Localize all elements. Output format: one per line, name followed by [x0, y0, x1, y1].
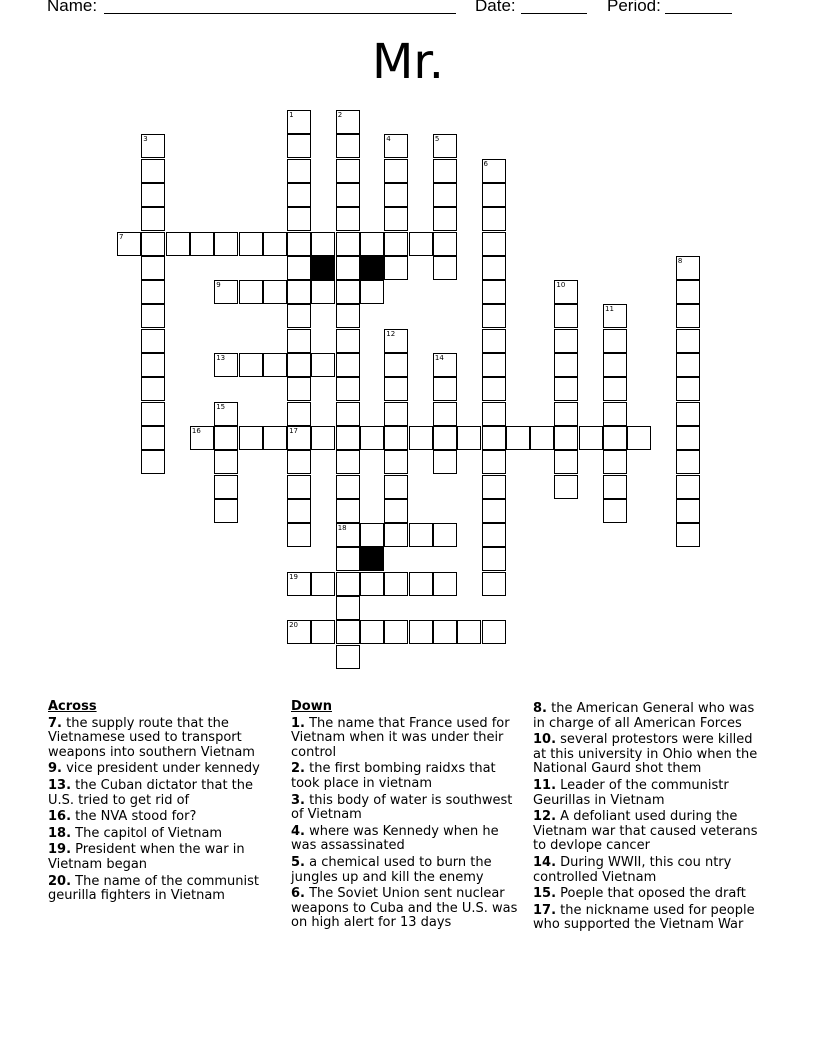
crossword-cell[interactable] [141, 377, 165, 401]
crossword-cell[interactable] [336, 645, 360, 669]
crossword-cell[interactable] [482, 572, 506, 596]
crossword-cell[interactable] [311, 572, 335, 596]
crossword-cell[interactable] [482, 547, 506, 571]
clue-item [291, 887, 519, 931]
crossword-cell[interactable] [287, 377, 311, 401]
crossword-cell[interactable] [141, 207, 165, 231]
crossword-cell[interactable] [214, 232, 238, 256]
crossword-cell[interactable] [287, 280, 311, 304]
clue-number-label: 2 [337, 111, 343, 119]
crossword-cell[interactable] [579, 426, 603, 450]
page-title: Mr. [372, 34, 444, 90]
crossword-cell[interactable] [336, 572, 360, 596]
crossword-cell[interactable] [482, 499, 506, 523]
crossword-cell[interactable] [603, 329, 627, 353]
crossword-cell[interactable] [676, 499, 700, 523]
crossword-cell[interactable] [457, 426, 481, 450]
crossword-cell[interactable] [311, 426, 335, 450]
crossword-cell[interactable] [384, 523, 408, 547]
crossword-cell[interactable] [360, 572, 384, 596]
clue-number: 5. [291, 854, 305, 870]
crossword-cell[interactable] [676, 426, 700, 450]
clue-item [291, 762, 519, 791]
crossword-cell[interactable] [141, 280, 165, 304]
crossword-cell[interactable] [141, 353, 165, 377]
crossword-cell[interactable] [384, 232, 408, 256]
clue-number: 18. [48, 825, 72, 841]
crossword-cell[interactable] [336, 232, 360, 256]
crossword-cell[interactable] [676, 475, 700, 499]
crossword-cell[interactable] [336, 596, 360, 620]
crossword-cell[interactable] [336, 304, 360, 328]
clue-number: 9. [48, 761, 62, 777]
crossword-cell[interactable] [384, 256, 408, 280]
crossword-cell[interactable] [336, 280, 360, 304]
crossword-cell[interactable] [336, 134, 360, 158]
clue-number-label: 12 [386, 329, 396, 338]
crossword-cell[interactable] [482, 402, 506, 426]
clue-item [291, 717, 519, 761]
crossword-cell[interactable] [166, 232, 190, 256]
clue-number: 3. [291, 792, 305, 808]
clue-number-label: 9 [216, 281, 221, 290]
crossword-cell[interactable] [287, 523, 311, 547]
crossword-cell[interactable] [287, 353, 311, 377]
crossword-cell[interactable] [409, 523, 433, 547]
black-square [360, 256, 384, 280]
crossword-cell[interactable] [287, 499, 311, 523]
crossword-cell[interactable] [433, 232, 457, 256]
clue-number: 4. [291, 823, 305, 839]
crossword-cell[interactable] [433, 620, 457, 644]
clue-item [533, 779, 765, 808]
crossword-cell[interactable] [287, 232, 311, 256]
crossword-cell[interactable] [239, 426, 263, 450]
crossword-cell[interactable] [433, 256, 457, 280]
clue-text: A defoliant used during the Vietnam war that caused veterans to devlope cancer [533, 809, 758, 854]
crossword-cell[interactable] [603, 426, 627, 450]
clue-item [48, 779, 268, 808]
clue-number: 11. [533, 777, 557, 793]
crossword-cell[interactable] [409, 572, 433, 596]
crossword-cell[interactable] [409, 426, 433, 450]
crossword-cell[interactable] [287, 475, 311, 499]
clue-text: The capitol of Vietnam [71, 825, 223, 841]
across-heading: Across [48, 699, 97, 714]
clue-text: several protestors were killed at this university in Ohio when the National Gaurd shot them [533, 732, 758, 777]
crossword-cell[interactable] [482, 475, 506, 499]
crossword-cell[interactable] [384, 353, 408, 377]
clue-item [533, 733, 765, 777]
clue-number: 17. [533, 902, 557, 918]
crossword-cell[interactable] [554, 377, 578, 401]
clue-text: the NVA stood for? [71, 809, 197, 825]
crossword-cell[interactable] [554, 329, 578, 353]
crossword-cell[interactable] [287, 256, 311, 280]
clue-item [291, 825, 519, 854]
clue-number: 13. [48, 777, 72, 793]
clue-item [291, 856, 519, 885]
crossword-cell[interactable] [336, 329, 360, 353]
crossword-cell[interactable] [336, 377, 360, 401]
crossword-cell[interactable] [433, 426, 457, 450]
clue-text: During WWII, this cou ntry controlled Vietnam [533, 854, 732, 885]
crossword-cell[interactable] [336, 450, 360, 474]
crossword-cell[interactable] [676, 377, 700, 401]
crossword-cell[interactable] [263, 280, 287, 304]
crossword-cell[interactable] [141, 329, 165, 353]
clue-number: 6. [291, 886, 305, 902]
clue-item [533, 856, 765, 885]
clue-number: 12. [533, 809, 557, 825]
crossword-cell[interactable] [141, 450, 165, 474]
crossword-cell[interactable] [482, 353, 506, 377]
clue-text: Poeple that oposed the draft [556, 886, 746, 902]
crossword-cell[interactable] [141, 183, 165, 207]
crossword-cell[interactable] [482, 183, 506, 207]
clue-text: the Cuban dictator that the U.S. tried to get rid of [48, 777, 254, 808]
crossword-cell[interactable] [287, 450, 311, 474]
crossword-cell[interactable] [603, 377, 627, 401]
crossword-cell[interactable] [336, 207, 360, 231]
crossword-cell[interactable] [482, 620, 506, 644]
crossword-cell[interactable] [676, 353, 700, 377]
across-clues [48, 700, 268, 906]
crossword-cell[interactable] [336, 256, 360, 280]
crossword-cell[interactable] [676, 280, 700, 304]
crossword-cell[interactable] [530, 426, 554, 450]
crossword-cell[interactable] [603, 475, 627, 499]
clue-item [48, 810, 268, 825]
crossword-cell[interactable] [141, 304, 165, 328]
clue-text: the first bombing raidxs that took place in vietnam [291, 761, 496, 791]
crossword-cell[interactable] [360, 620, 384, 644]
crossword-cell[interactable] [336, 620, 360, 644]
crossword-cell[interactable] [603, 353, 627, 377]
crossword-cell[interactable] [482, 329, 506, 353]
crossword-cell[interactable] [287, 183, 311, 207]
clue-item [48, 827, 268, 842]
crossword-cell[interactable] [263, 232, 287, 256]
crossword-cell[interactable] [433, 207, 457, 231]
crossword-cell[interactable] [336, 353, 360, 377]
clue-number: 14. [533, 854, 557, 870]
clue-number-label: 7 [119, 232, 124, 241]
clue-number: 1. [291, 715, 305, 731]
crossword-cell[interactable] [433, 402, 457, 426]
clue-item [533, 887, 765, 902]
crossword-cell[interactable] [482, 523, 506, 547]
crossword-cell[interactable] [263, 353, 287, 377]
crossword-cell[interactable] [433, 377, 457, 401]
crossword-cell[interactable] [457, 620, 481, 644]
crossword-cell[interactable] [360, 280, 384, 304]
clue-number: 20. [48, 873, 72, 889]
clue-number: 2. [291, 761, 305, 777]
date-label: Date: [475, 0, 516, 15]
crossword-cell[interactable] [603, 499, 627, 523]
crossword-cell[interactable] [214, 499, 238, 523]
crossword-cell[interactable] [384, 377, 408, 401]
clue-number-label: 8 [677, 256, 683, 265]
clue-number: 10. [533, 732, 557, 748]
crossword-cell[interactable] [384, 620, 408, 644]
crossword-cell[interactable] [676, 402, 700, 426]
crossword-cell[interactable] [287, 402, 311, 426]
clue-number-label: 18 [337, 524, 347, 533]
clue-number: 7. [48, 715, 62, 731]
crossword-cell[interactable] [141, 256, 165, 280]
clue-number-label: 6 [483, 159, 488, 168]
crossword-cell[interactable] [384, 475, 408, 499]
crossword-cell[interactable] [311, 620, 335, 644]
crossword-cell[interactable] [336, 426, 360, 450]
black-square [311, 256, 335, 280]
crossword-cell[interactable] [676, 523, 700, 547]
crossword-cell[interactable] [603, 450, 627, 474]
crossword-cell[interactable] [433, 523, 457, 547]
crossword-cell[interactable] [287, 134, 311, 158]
crossword-cell[interactable] [482, 304, 506, 328]
clue-text: Leader of the communistr Geurillas in Vietnam [533, 777, 729, 808]
clue-number: 8. [533, 701, 547, 716]
crossword-cell[interactable] [482, 232, 506, 256]
crossword-cell[interactable] [287, 329, 311, 353]
clue-text: this body of water is southwest of Vietnam [291, 792, 513, 823]
crossword-cell[interactable] [311, 280, 335, 304]
crossword-cell[interactable] [554, 304, 578, 328]
clue-text: where was Kennedy when he was assassinated [291, 823, 499, 854]
clue-number-label: 15 [216, 402, 226, 411]
crossword-cell[interactable] [287, 207, 311, 231]
crossword-cell[interactable] [360, 523, 384, 547]
clue-number-label: 5 [434, 135, 440, 144]
down-clues-continued [533, 702, 765, 935]
crossword-cell[interactable] [603, 402, 627, 426]
clue-item [533, 904, 765, 933]
crossword-cell[interactable] [554, 353, 578, 377]
crossword-cell[interactable] [141, 159, 165, 183]
crossword-cell[interactable] [676, 304, 700, 328]
clue-number: 16. [48, 809, 72, 825]
crossword-cell[interactable] [384, 183, 408, 207]
crossword-cell[interactable] [336, 183, 360, 207]
crossword-cell[interactable] [384, 159, 408, 183]
clue-item [48, 717, 268, 761]
clue-text: the nickname used for people who supported the Vietnam War [533, 902, 755, 933]
crossword-cell[interactable] [554, 426, 578, 450]
clue-text: President when the war in Vietnam began [48, 842, 245, 872]
crossword-cell[interactable] [409, 232, 433, 256]
crossword-cell[interactable] [336, 547, 360, 571]
crossword-cell[interactable] [482, 377, 506, 401]
crossword-cell[interactable] [141, 232, 165, 256]
clue-number-label: 13 [216, 354, 226, 362]
crossword-cell[interactable] [433, 572, 457, 596]
clue-number-label: 17 [289, 426, 299, 435]
crossword-cell[interactable] [482, 207, 506, 231]
clue-number-label: 14 [434, 354, 444, 362]
crossword-cell[interactable] [676, 450, 700, 474]
crossword-cell[interactable] [214, 450, 238, 474]
clue-number-label: 1 [289, 111, 294, 119]
clue-text: vice president under kennedy [61, 761, 260, 777]
crossword-cell[interactable] [190, 232, 214, 256]
clue-text: The Soviet Union sent nuclear weapons to Cuba and the U.S. was on high alert for 13 days [291, 886, 518, 931]
crossword-cell[interactable] [336, 499, 360, 523]
crossword-cell[interactable] [482, 256, 506, 280]
crossword-cell[interactable] [336, 159, 360, 183]
black-square [360, 547, 384, 571]
clue-number-label: 11 [605, 305, 614, 314]
crossword-cell[interactable] [336, 402, 360, 426]
clue-number-label: 4 [386, 135, 391, 144]
crossword-cell[interactable] [360, 232, 384, 256]
clue-text: The name that France used for Vietnam when it was under their control [291, 715, 510, 760]
crossword-cell[interactable] [433, 183, 457, 207]
name-label: Name: [47, 0, 98, 15]
crossword-cell[interactable] [554, 450, 578, 474]
crossword-cell[interactable] [384, 402, 408, 426]
crossword-cell[interactable] [384, 207, 408, 231]
clue-item [48, 762, 268, 777]
crossword-cell[interactable] [360, 426, 384, 450]
clue-number: 19. [48, 842, 72, 858]
crossword-cell[interactable] [336, 475, 360, 499]
crossword-cell[interactable] [239, 232, 263, 256]
crossword-cell[interactable] [482, 426, 506, 450]
clue-text: the supply route that the Vietnamese used to transport weapons into southern Vietnam [48, 715, 255, 760]
down-heading: Down [291, 699, 332, 714]
period-label: Period: [607, 0, 661, 15]
crossword-cell[interactable] [554, 402, 578, 426]
crossword-cell[interactable] [409, 620, 433, 644]
crossword-cell[interactable] [239, 353, 263, 377]
clue-item [48, 843, 268, 872]
clue-item [48, 875, 268, 904]
crossword-cell[interactable] [141, 402, 165, 426]
crossword-cell[interactable] [311, 232, 335, 256]
clue-item [533, 702, 765, 731]
crossword-cell[interactable] [384, 450, 408, 474]
clue-number-label: 16 [191, 426, 201, 435]
clue-text: the American General who was in charge of all American Forces [533, 701, 755, 731]
down-clues [291, 700, 519, 933]
crossword-cell[interactable] [384, 572, 408, 596]
clue-text: The name of the communist geurilla fighters in Vietnam [48, 873, 259, 904]
clue-number-label: 20 [289, 621, 299, 630]
clue-item [291, 794, 519, 823]
crossword-cell[interactable] [239, 280, 263, 304]
crossword-cell[interactable] [287, 159, 311, 183]
crossword-cell[interactable] [214, 426, 238, 450]
clue-number: 15. [533, 886, 557, 902]
clue-text: a chemical used to burn the jungles up and kill the enemy [291, 854, 492, 885]
crossword-cell[interactable] [554, 475, 578, 499]
crossword-cell[interactable] [627, 426, 651, 450]
clue-number-label: 19 [289, 572, 299, 581]
crossword-cell[interactable] [676, 329, 700, 353]
crossword-cell[interactable] [311, 353, 335, 377]
crossword-cell[interactable] [263, 426, 287, 450]
crossword-cell[interactable] [433, 159, 457, 183]
crossword-cell[interactable] [482, 280, 506, 304]
crossword-cell[interactable] [141, 426, 165, 450]
crossword-cell[interactable] [506, 426, 530, 450]
crossword-cell[interactable] [482, 450, 506, 474]
clue-item [533, 810, 765, 854]
clue-number-label: 3 [143, 135, 148, 144]
crossword-cell[interactable] [384, 426, 408, 450]
crossword-cell[interactable] [384, 499, 408, 523]
crossword-cell[interactable] [433, 450, 457, 474]
clue-number-label: 10 [556, 281, 566, 290]
crossword-cell[interactable] [287, 304, 311, 328]
crossword-cell[interactable] [214, 475, 238, 499]
